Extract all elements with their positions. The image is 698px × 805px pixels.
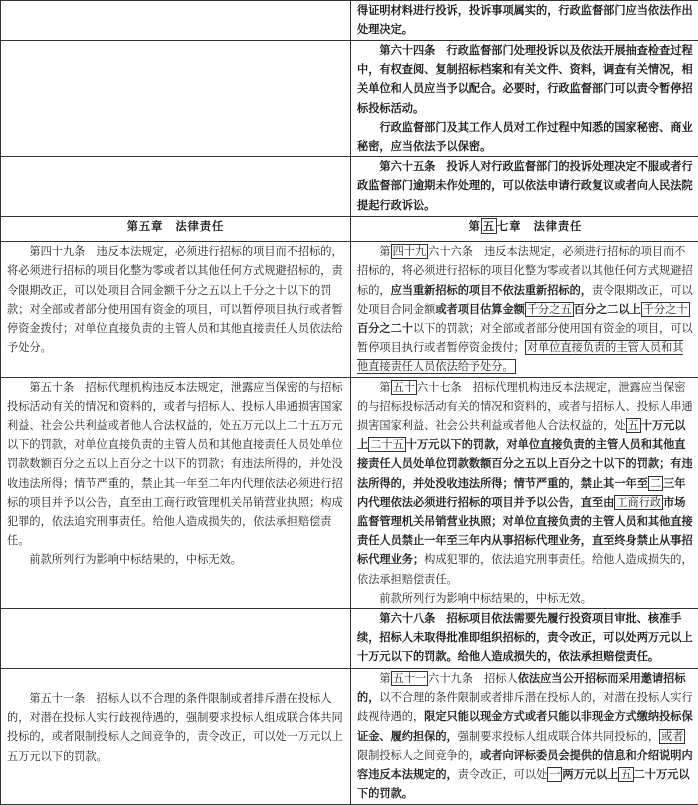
art66-box-num: 四十九 bbox=[391, 244, 429, 259]
art66-box3: 千分之十 bbox=[641, 302, 690, 317]
art64-secret-text: 行政监督部门及其工作人员对工作过程中知悉的国家秘密、商业秘密，应当依法予以保密。 bbox=[357, 118, 694, 156]
art67-text bbox=[357, 378, 694, 589]
art67-e: 三年内代理依法必须进行招标的项目并予以公告，直至由 bbox=[357, 476, 685, 509]
left-cell-empty bbox=[1, 609, 351, 669]
art66-t2: 应当重新招标的项目不依法重新招标的， bbox=[391, 283, 592, 297]
art69-g: 限制投标人之间竞争的， bbox=[357, 749, 480, 762]
art66-t1: 六十六条 违反本法规定，必须进行招标的项目而不招标的，将必须进行招标的项目化整为零或者以其他任何方式规避招标的， bbox=[357, 245, 693, 296]
art67-box4: 二 bbox=[648, 476, 663, 491]
table-row bbox=[1, 377, 698, 608]
right-cell-art67 bbox=[351, 377, 698, 608]
art67-b: 六十七条 招标代理机构违反本法规定，泄露应当保密的与招标投标活动有关的情况和资料的，或者与招标人、投标人串通损害国家利益、社会公共利益或者他人合法权益的，处 bbox=[357, 381, 693, 432]
art67-box5: 工商行政 bbox=[614, 495, 663, 510]
chapter-right-title bbox=[351, 217, 698, 242]
right-cell-art63-tail bbox=[351, 1, 698, 41]
art69-j: 两万元以上 bbox=[562, 767, 618, 781]
art69-box4: 五 bbox=[618, 767, 633, 782]
art67-h: 构成犯罪的，依法追究刑事责任。给他人造成损失的，依法承担赔偿责任。 bbox=[357, 553, 693, 585]
left-cell-empty bbox=[1, 1, 351, 41]
right-cell-art65 bbox=[351, 157, 698, 217]
art68-text: 第六十八条 招标项目依法需要先履行投资项目审批、核准手续，招标人未取得批准即组织招标的，责令改正，可以处两万元以上十万元以下的罚款。给他人造成损失的，依法承担赔偿责任。 bbox=[357, 609, 694, 667]
art51-left-text: 第五十一条 招标人以不合理的条件限制或者排斥潜在投标人的，对潜在投标人实行歧视待遇的，强制要求投标人组成联合体共同投标的，或者限制投标人之间竞争的，责令改正，可以处一万元以上五万元以下的罚款。 bbox=[7, 689, 344, 766]
art67-i: 前款所列行为影响中标结果的，中标无效。 bbox=[357, 589, 694, 608]
art69-box2: 或者 bbox=[659, 729, 685, 744]
table-row bbox=[1, 217, 698, 242]
left-cell-art49 bbox=[1, 242, 351, 377]
right-cell-art69 bbox=[351, 669, 698, 804]
art49-left-text: 第四十九条 违反本法规定，必须进行招标的项目而不招标的，将必须进行招标的项目化整为零或者以其他任何方式规避招标的，责令限期改正，可以处项目合同金额千分之五以上千分之十以下的罚款；对全部或者部分使用国有资金的项目，可以暂停项目执行或者暂停资金拨付；对单位直接负责的主管人员和其他直接责任人员依法给予处分。 bbox=[7, 242, 344, 357]
art67-box1: 五十 bbox=[391, 380, 417, 395]
art50-left-b: 前款所列行为影响中标结果的，中标无效。 bbox=[7, 550, 344, 569]
art69-c: 依法应当公开招标而采用邀请招标的， bbox=[357, 671, 686, 704]
art66-text: 第 四十九 六十六条 违反本法规定，必须进行招标的项目而不招标的，将必须进行招标的项目化整为零或者以其他任何方式规避招标的，应当重新招标的项目不依法重新招标的，责令限期改正，可以处项目合同金额或者项目估算金额 千分之五 百分之二以上 千分之十百分之二十以下的罚款；对全部或者部分使用国有资金的项目，可以暂停项目执行或者暂停资金拨付； 对单位直接负责的主管人员和其他直接责任人员依法给予处分。 bbox=[357, 242, 694, 376]
art66-box4: 对单位直接负责的主管人员和其他直接责任人员依法给予处分。 bbox=[357, 340, 683, 374]
chapter-right-suffix: 七章 法律责任 bbox=[497, 219, 582, 233]
left-cell-empty bbox=[1, 41, 351, 157]
art66-t6: 百分之二十 bbox=[357, 321, 413, 335]
table-row bbox=[1, 41, 698, 157]
art66-t3: 责令限期改正，可以处项目合同金额 bbox=[357, 284, 693, 316]
art69-h: 或者向评标委员会提供的信息和介绍说明内容违反本法规定的， bbox=[357, 748, 693, 781]
art67-f: 市场监督管理机关吊销营业执照； bbox=[357, 495, 685, 528]
art69-box3: 一 bbox=[547, 767, 562, 782]
art69-b: 六十九条 招标人 bbox=[428, 672, 518, 685]
right-cell-art66 bbox=[351, 242, 698, 377]
art66-t7: 以下的罚款；对全部或者部分使用国有资金的项目，可以暂停项目执行或者暂停资金拨付； bbox=[357, 322, 693, 354]
art69-text bbox=[357, 669, 694, 803]
chapter-right-prefix: 第 bbox=[469, 219, 481, 233]
table-row bbox=[1, 157, 698, 217]
art50-left-text: 第五十条 招标代理机构违反本法规定，泄露应当保密的与招标投标活动有关的情况和资料的，或者与招标人、投标人串通损害国家利益、社会公共利益或者他人合法权益的，处五万元以上二十五万元以下的罚款，对单位直接负责的主管人员和其他直接责任人员处单位罚款数额百分之五以上百分之十以下的罚款；有违法所得的，并处没收违法所得；情节严重的，禁止其一年至二年内代理依法必须进行招标的项目并予以公告，直至由工商行政管理机关吊销营业执照；构成犯罪的，依法追究刑事责任。给他人造成损失的，依法承担赔偿责任。 bbox=[7, 378, 344, 551]
table-row bbox=[1, 669, 698, 804]
art63-tail-text: 得证明材料进行投诉，投诉事项属实的，行政监督部门应当依法作出处理决定。 bbox=[357, 1, 694, 39]
art67-g: 对单位直接负责的主管人员和其他直接责任人员禁止一年至三年内从事招标代理业务，直至终身禁止从事招标代理业务； bbox=[357, 514, 693, 566]
art69-e: 限定只能以现金方式或者只能以非现金方式缴纳投标保证金、履约担保的， bbox=[357, 709, 693, 742]
art67-a: 第 bbox=[379, 381, 390, 394]
art69-f: 强制要求投标人组成联合体共同投标的， bbox=[458, 730, 659, 743]
right-cell-art64 bbox=[351, 41, 698, 157]
art65-text: 第六十五条 投诉人对行政监督部门的投诉处理决定不服或者行政监督部门逾期未作处理的，可以依法申请行政复议或者向人民法院提起行政诉讼。 bbox=[357, 157, 694, 215]
table-row bbox=[1, 609, 698, 669]
art67-c: 十万元以上 bbox=[357, 418, 685, 451]
art67-box3: 二十五 bbox=[368, 437, 406, 452]
art69-box1: 五十一 bbox=[391, 671, 429, 686]
art69-a: 第 bbox=[379, 672, 390, 685]
art66-t4: 或者项目估算金额 bbox=[435, 302, 525, 316]
table-row bbox=[1, 1, 698, 41]
table-row bbox=[1, 242, 698, 377]
right-cell-art68 bbox=[351, 609, 698, 669]
art67-box2: 五 bbox=[626, 418, 641, 433]
art69-d: 以不合理的条件限制或者排斥潜在投标人的，对潜在投标人实行歧视待遇的， bbox=[357, 691, 693, 723]
left-cell-art51 bbox=[1, 669, 351, 804]
art64-text: 第六十四条 行政监督部门处理投诉以及依法开展抽查检查过程中，有权查阅、复制招标档案和有关文件、资料，调查有关情况，相关单位和人员应当予以配合。必要时，行政监督部门可以责令暂停招标投标活动。 bbox=[357, 41, 694, 118]
chapter-left-title: 第五章 法律责任 bbox=[1, 217, 351, 242]
chapter-right-box: 五 bbox=[481, 218, 497, 234]
left-cell-empty bbox=[1, 157, 351, 217]
art67-d: 十万元以下的罚款，对单位直接负责的主管人员和其他直接责任人员处单位罚款数额百分之五以上百分之十以下的罚款；有违法所得的，并处没收违法所得；情节严重的，禁止其一年至 bbox=[357, 437, 693, 489]
art69-i: 责令改正，可以处 bbox=[458, 768, 548, 781]
art66-t5: 百分之二以上 bbox=[574, 302, 641, 316]
art69-k: 二十万元以下的罚款。 bbox=[357, 767, 690, 800]
art66-box2: 千分之五 bbox=[525, 302, 574, 317]
left-cell-art50 bbox=[1, 377, 351, 608]
